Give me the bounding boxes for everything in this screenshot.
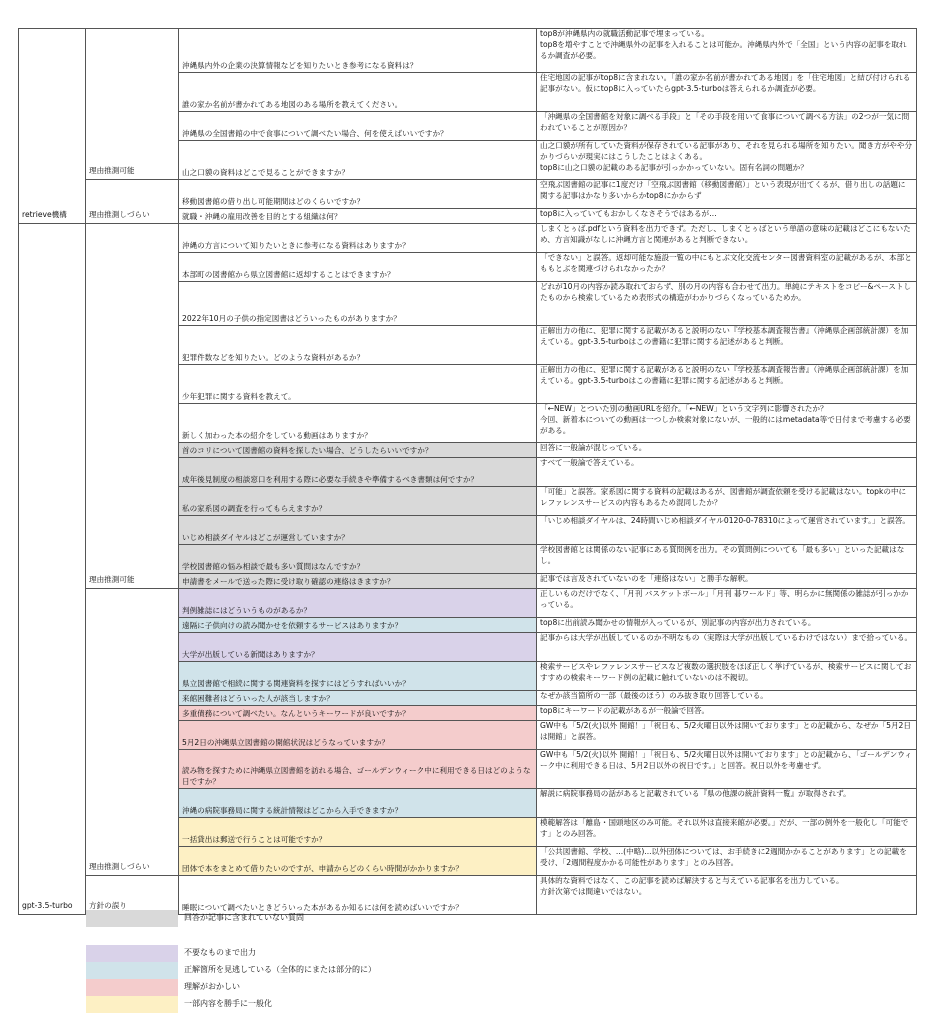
legend-swatch-red	[86, 979, 178, 996]
legend-label: 一部内容を勝手に一般化	[184, 999, 272, 1008]
legend-item	[86, 962, 506, 979]
question-cell: 移動図書館の借り出し可能期間はどのくらいですか？	[179, 180, 537, 209]
legend-swatch-gray	[86, 910, 178, 927]
analysis-cell: 回答に一般論が混じっている。	[537, 443, 917, 458]
legend-item	[86, 910, 506, 927]
analysis-cell: 正しいものだけでなく、「月刊 バスケットボール」「月刊 碁ワールド」等、明らかに無関係の雑誌が引っかかっている。	[537, 589, 917, 618]
analysis-cell: しまくとぅば.pdfという資料を出力できず。ただし、しまくとぅばという単語の意味の記載はどこにもないため、方言知識がなしに沖縄方言と関連があると判断できない。	[537, 224, 917, 253]
analysis-cell: どれが10月の内容か読み取れておらず、別の月の内容も合わせて出力。単純にテキストをコピー&ペーストしたものから検索しているため表形式の構造がわかりづらくなっているためか。	[537, 282, 917, 326]
question-cell: 県立図書館で相続に関する関連資料を探すにはどうすればいいか？	[179, 662, 537, 691]
table-row	[19, 876, 917, 915]
question-cell: 2022年10月の子供の指定図書はどういったものがありますか？	[179, 282, 537, 326]
category-cell: 理由推測しづらい	[86, 589, 179, 876]
question-cell: 大学が出版している新聞はありますか？	[179, 633, 537, 662]
analysis-cell: すべて一般論で答えている。	[537, 458, 917, 487]
analysis-cell: top8に出前読み聞かせの情報が入っているが、別記事の内容が出力されている。	[537, 618, 917, 633]
table-row	[19, 29, 917, 73]
question-cell: 沖縄の病院事務局に関する統計情報はどこから入手できますか？	[179, 789, 537, 818]
legend-swatch-purple	[86, 945, 178, 962]
question-cell: 成年後見制度の相談窓口を利用する際に必要な手続きや準備するべき書類は何ですか？	[179, 458, 537, 487]
analysis-cell: 「沖縄県の全国書館を対象に調べる手段」と「その手段を用いて食事について調べる方法」の2つが一気に問われていることが原因か？	[537, 112, 917, 141]
analysis-cell: 記事では言及されていないのを「連絡はない」と勝手な解釈。	[537, 574, 917, 589]
analysis-cell: GW中も「5/2(火)以外 開館！」「祝日も、5/2火曜日以外は開いております」との記載から、「ゴールデンウィーク中に利用できる日は、5月2日以外の祝日です。」と回答。祝日以外を考慮せず。	[537, 750, 917, 789]
analysis-cell: なぜか該当箇所の一部（最後のほう）のみ抜き取り回答している。	[537, 691, 917, 706]
legend-item	[86, 979, 506, 996]
analysis-cell: top8が沖縄県内の就職活動記事で埋まっている。 top8を増やすことで沖縄県外の記事を入れることは可能か。沖縄県内外で「全国」という内容の記事を取れるか調査が必要。	[537, 29, 917, 73]
analysis-cell: 住宅地図の記事がtop8に含まれない。「誰の家か名前が書かれてある地図」を「住宅地図」と結び付けられる記事がない。仮にtop8に入っていたらgpt-3.5-turboは答えられるか調査が必要。	[537, 73, 917, 112]
question-cell: 学校図書館の悩み相談で最も多い質問はなんですか？	[179, 545, 537, 574]
question-cell: 就職・沖縄の雇用改善を目的とする組織は何？	[179, 209, 537, 224]
question-cell: 私の家系図の調査を行ってもらえますか？	[179, 487, 537, 516]
legend-swatch-blue	[86, 962, 178, 979]
table-row	[19, 589, 917, 618]
question-cell: 読み物を探すために沖縄県立図書館を訪れる場合、ゴールデンウィーク中に利用できる日はどのような日ですか？	[179, 750, 537, 789]
question-cell: 判例雑誌にはどういうものがあるか？	[179, 589, 537, 618]
analysis-cell: 学校図書館とは関係のない記事にある質問例を出力。その質問例についても「最も多い」といった記載はなし。	[537, 545, 917, 574]
question-cell: 申請書をメールで送った際に受け取り確認の連絡はきますか？	[179, 574, 537, 589]
question-cell: 犯罪件数などを知りたい。どのような資料があるか？	[179, 326, 537, 365]
question-cell: 多重債務について調べたい。なんというキーワードが良いですか？	[179, 706, 537, 721]
analysis-cell: 「可能」と誤答。家系図に関する資料の記載はあるが、図書館が調査依頼を受ける記載はない。topkの中にレファレンスサービスの内容もあるため混同したか？	[537, 487, 917, 516]
analysis-cell: 記事からは大学が出版しているのか不明なもの（実際は大学が出版しているわけではない）まで拾っている。	[537, 633, 917, 662]
analysis-cell: 空飛ぶ図書館の記事に1度だけ「空飛ぶ図書館（移動図書館）」という表現が出てくるが、借り出しの話題に関する記事はかなり多いからかtop8にかからず	[537, 180, 917, 209]
analysis-cell: 正解出力の他に、犯罪に関する記載があると説明のない『学校基本調査報告書』（沖縄県企画部統計課）を加えている。gpt-3.5-turboはこの書籍に犯罪に関する記述があると判断。	[537, 365, 917, 404]
analysis-cell: 山之口貘が所有していた資料が保存されている記事があり、それを見られる場所を知りたい。聞き方がやや分かりづらいが現実にはこうしたことはよくある。 top8に山之口貘の記載のある記事が引っかかっていない。固有名詞の問題か？	[537, 141, 917, 180]
category-cell: 理由推測しづらい	[86, 180, 179, 224]
question-cell: 遠隔に子供向けの読み聞かせを依頼するサービスはありますか？	[179, 618, 537, 633]
question-cell: 沖縄の方言について知りたいときに参考になる資料はありますか？	[179, 224, 537, 253]
question-cell: 一括貸出は郵送で行うことは可能ですか？	[179, 818, 537, 847]
category-cell: 理由推測可能	[86, 224, 179, 589]
legend-item	[86, 945, 506, 962]
legend-item	[86, 996, 506, 1013]
analysis-cell: top8にキーワードの記載があるが一般論で回答。	[537, 706, 917, 721]
table-row	[19, 180, 917, 209]
analysis-cell: 「いじめ相談ダイヤルは、24時間いじめ相談ダイヤル0120-0-78310によって運営されています。」と誤答。	[537, 516, 917, 545]
analysis-cell: 「←NEW」とついた別の動画URLを紹介。「←NEW」という文字列に影響されたか？ 今回、新着本についての動画は一つしか検索対象にないが、一般的にはmetadata等で日付まで考慮する必要がある。	[537, 404, 917, 443]
analysis-cell: 「公共図書館、学校、...(中略)...以外団体については、お手続きに2週間かかることがあります」との記載を受け、「2週間程度かかる可能性があります」とのみ回答。	[537, 847, 917, 876]
question-cell: いじめ相談ダイヤルはどこが運営していますか？	[179, 516, 537, 545]
question-cell: 沖縄県の全国書館の中で食事について調べたい場合、何を使えばいいですか？	[179, 112, 537, 141]
analysis-cell: 「できない」と誤答。返却可能な施設一覧の中にもとぶ文化交流センター図書資料室の記載があるが、本部とももとぶを関連づけられなかったか？	[537, 253, 917, 282]
table-row	[19, 224, 917, 253]
question-cell: 新しく加わった本の紹介をしている動画はありますか？	[179, 404, 537, 443]
question-cell: 睡眠について調べたいときどういった本があるか知るには何を読めばいいですか？	[179, 876, 537, 915]
legend-label: 不要なものまで出力	[184, 948, 256, 957]
model-cell: gpt-3.5-turbo	[19, 224, 86, 915]
analysis-cell: 模範解答は「離島・国頭地区のみ可能。それ以外は直接来館が必要。」だが、一部の例外を一般化し「可能です」とのみ回答。	[537, 818, 917, 847]
analysis-cell: 解説に病院事務局の話があると記載されている『県の他課の統計資料一覧』が取得されず。	[537, 789, 917, 818]
question-cell: 沖縄県内外の企業の決算情報などを知りたいとき参考になる資料は？	[179, 29, 537, 73]
legend-swatch-yellow	[86, 996, 178, 1013]
category-cell: 方針の誤り	[86, 876, 179, 915]
question-cell: 誰の家か名前が書かれてある地図のある場所を教えてください。	[179, 73, 537, 112]
analysis-cell: 具体的な資料ではなく、この記事を読めば解決すると与えている記事名を出力している。 方針次第では間違いではない。	[537, 876, 917, 915]
question-cell: 本部町の図書館から県立図書館に返却することはできますか？	[179, 253, 537, 282]
analysis-cell: 正解出力の他に、犯罪に関する記載があると説明のない『学校基本調査報告書』（沖縄県企画部統計課）を加えている。gpt-3.5-turboはこの書籍に犯罪に関する記述があると判断。	[537, 326, 917, 365]
question-cell: 山之口貘の資料はどこで見ることができますか？	[179, 141, 537, 180]
model-cell: retrieve機構	[19, 29, 86, 224]
question-cell: 来館困難者はどういった人が該当しますか？	[179, 691, 537, 706]
question-cell: 少年犯罪に関する資料を教えて。	[179, 365, 537, 404]
question-cell: 首のコリについて図書館の資料を探したい場合、どうしたらいいですか？	[179, 443, 537, 458]
question-cell: 5月2日の沖縄県立図書館の開館状況はどうなっていますか？	[179, 721, 537, 750]
analysis-cell: GW中も「5/2(火)以外 開館！」「祝日も、5/2火曜日以外は開いております」との記載から、なぜか「5月2日は開館」と誤答。	[537, 721, 917, 750]
question-cell: 団体で本をまとめて借りたいのですが、申請からどのくらい時間がかかりますか？	[179, 847, 537, 876]
category-cell: 理由推測可能	[86, 29, 179, 180]
legend-label: 回答が記事に含まれていない質問	[184, 913, 304, 922]
error-analysis-table	[18, 28, 917, 915]
analysis-cell: top8に入っていてもおかしくなさそうではあるが…	[537, 209, 917, 224]
legend-label: 正解箇所を見逃している（全体的にまたは部分的に）	[184, 965, 376, 974]
analysis-cell: 検索サービスやレファレンスサービスなど複数の選択肢をほぼ正しく挙げているが、検索サービスに関しておすすめの検索キーワード例の記載に触れていないのは不親切。	[537, 662, 917, 691]
legend-label: 理解がおかしい	[184, 982, 240, 991]
